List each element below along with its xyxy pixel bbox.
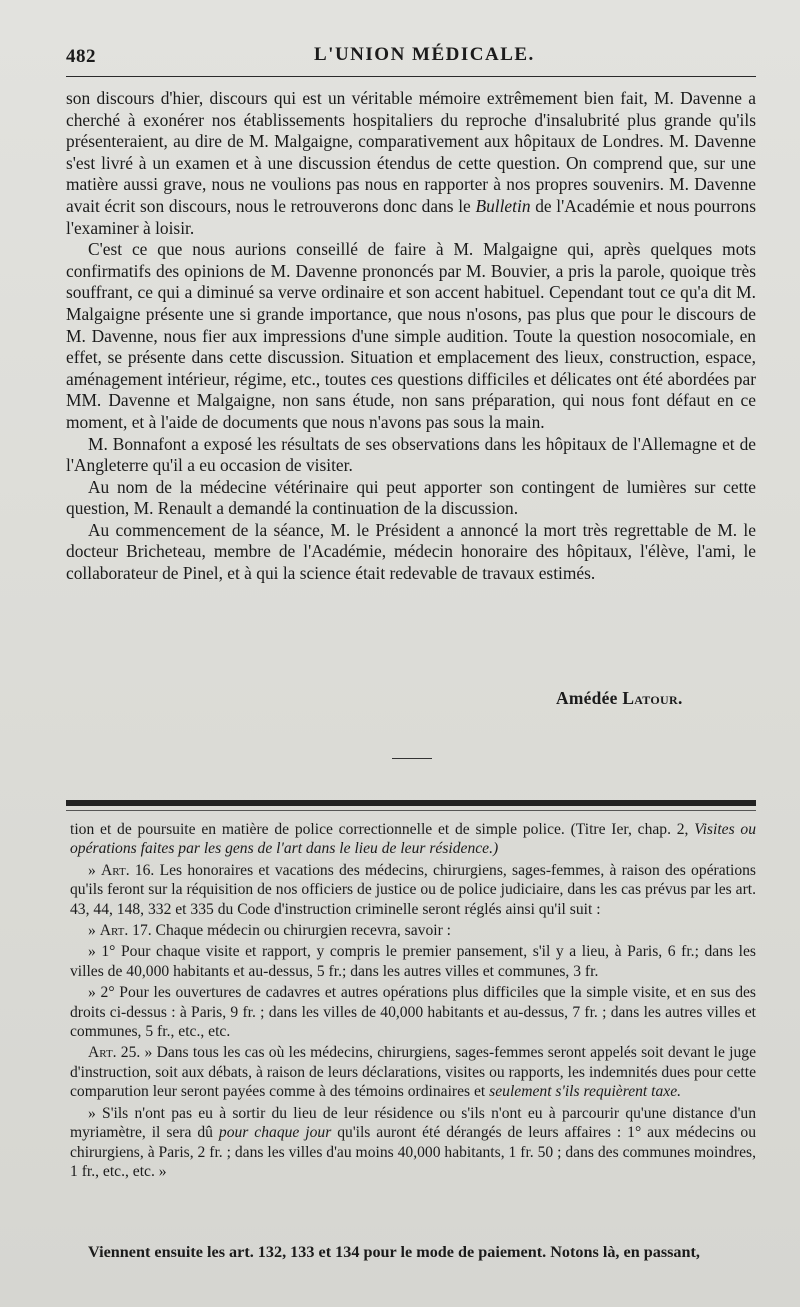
paragraph-bonnafont: M. Bonnafont a exposé les résultats de ses observations dans les hôpitaux de l'Allemagne et de l'Angleterre qu'il a eu occasion de visiter. bbox=[66, 433, 756, 476]
section-separator bbox=[392, 758, 432, 759]
author-signature: Amédée Latour. bbox=[556, 688, 683, 708]
page-number: 482 bbox=[66, 46, 96, 67]
foot-paragraph-art17: » Art. 17. Chaque médecin ou chirurgien recevra, savoir : bbox=[88, 922, 451, 940]
paragraph-bricheteau: Au commencement de la séance, M. le Président a annoncé la mort très regrettable de M. le docteur Bricheteau, membre de l'Académie, médecin honoraire des hôpitaux, l'élève, l'ami, le collaborateur de Pinel, et à qui la science était redevable de travaux estimés. bbox=[66, 519, 756, 584]
feuilleton-text bbox=[70, 820, 756, 1183]
foot-paragraph-art16: » Art. 16. Les honoraires et vacations des médecins, chirurgiens, sages-femmes, à raison des opérations qu'ils feront sur la réquisition de nos officiers de justice ou de police judiciaire, dans les cas prévus par les art. 43, 44, 148, 332 et 335 du Code d'instruction criminelle seront réglés ainsi qu'il suit : bbox=[70, 861, 756, 918]
foot-paragraph-ouvertures: » 2° Pour les ouvertures de cadavres et autres opérations plus difficiles que la simple visite, et en sus des droits ci-dessus : à Paris, 9 fr. ; dans les villes de 40,000 habitants et au-dessus, 7 fr. ; dans les autres villes et communes, 5 fr., etc., etc. bbox=[70, 984, 756, 1041]
feuilleton-rule-thin bbox=[66, 810, 756, 811]
closing-line: Viennent ensuite les art. 132, 133 et 134 pour le mode de paiement. Notons là, en passant, bbox=[88, 1243, 700, 1261]
foot-paragraph-visite: » 1° Pour chaque visite et rapport, y compris le premier pansement, s'il y a lieu, à Paris, 6 fr.; dans les villes de 40,000 habitants et au-dessus, 5 fr.; dans les autres villes et communes, 3 fr. bbox=[70, 943, 756, 980]
running-title: L'UNION MÉDICALE. bbox=[314, 44, 535, 65]
paragraph-malgaigne: C'est ce que nous aurions conseillé de faire à M. Malgaigne qui, après quelques mots confirmatifs des opinions de M. Davenne prononcés par M. Bouvier, a pris la parole, quoique très souffrant, ce qui a diminué sa verve ordinaire et son accent habituel. Cependant tout ce qu'a dit M. Malgaigne présente une si grande importance, que nous n'osons, pas plus que pour le discours de M. Davenne, nous fier aux impressions d'une simple audition. Toute la question nosocomiale, en effet, se présente dans cette discussion. Situation et emplacement des lieux, construction, espace, aménagement intérieur, régime, etc., toutes ces questions difficiles et délicates ont été abordées par MM. Davenne et Malgaigne, non sans étude, non sans préparation, qui nous font défaut en ce moment, et à l'aide de documents que nous n'avons pas sous la main. bbox=[66, 239, 756, 432]
paragraph-renault: Au nom de la médecine vétérinaire qui peut apporter son contingent de lumières sur cette question, M. Renault a demandé la continuation de la discussion. bbox=[66, 476, 756, 519]
foot-paragraph-myriametre: » S'ils n'ont pas eu à sortir du lieu de leur résidence ou s'ils n'ont eu à parcourir qu'une distance d'un myriamètre, il sera dû pour chaque jour qu'ils auront été dérangés de leurs affaires : 1° aux médecins ou chirurgiens, à Paris, 2 fr. ; dans les villes d'au moins 40,000 habitants, 1 fr. 50 ; dans des communes moindres, 1 fr., etc., etc. » bbox=[70, 1104, 757, 1180]
page-header bbox=[66, 40, 756, 70]
foot-paragraph-1: tion et de poursuite en matière de police correctionnelle et de simple police. (Titre Ier, chap. 2, Visites ou opérations faites par les gens de l'art dans le lieu de leur résidence.) bbox=[70, 821, 757, 858]
bulletin-italic: Bulletin bbox=[475, 195, 531, 216]
header-rule bbox=[66, 76, 756, 77]
main-article-text bbox=[66, 88, 756, 585]
paragraph-davenne: son discours d'hier, discours qui est un véritable mémoire extrêmement bien fait, M. Davenne a cherché à exonérer nos établissements hospitaliers du reproche d'insalubrité plus grande qu'ils présenteraient, au dire de M. Malgaigne, comparativement aux hôpitaux de Londres. M. Davenne s'est livré à un examen et à une discussion étendus de cette question. On comprend que, sur une matière aussi grave, nous ne voulions pas nous en rapporter à nos propres souvenirs. M. Davenne avait écrit son discours, nous le retrouverons donc dans le Bulletin de l'Académie et nous pourrons l'examiner à loisir. bbox=[66, 88, 756, 238]
feuilleton-rule bbox=[66, 800, 756, 806]
foot-paragraph-art25: Art. 25. » Dans tous les cas où les médecins, chirurgiens, sages-femmes seront appelés soit devant le juge d'instruction, soit aux débats, à raison de leurs déclarations, visites ou rapports, les indemnités dues pour cette comparution leur seront payées comme à des témoins ordinaires et seulement s'ils requièrent taxe. bbox=[70, 1044, 757, 1101]
